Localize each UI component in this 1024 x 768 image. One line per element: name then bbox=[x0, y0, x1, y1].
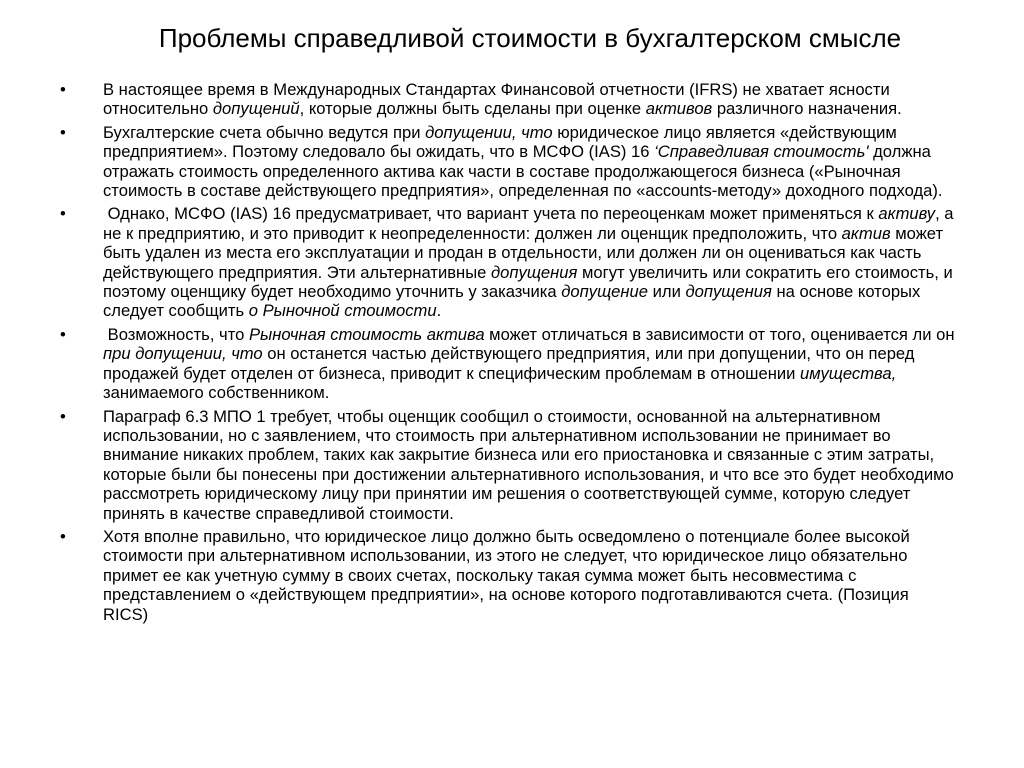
italic-text-segment: о Рыночной стоимости bbox=[248, 301, 437, 321]
text-segment: Бухгалтерские счета обычно ведутся при bbox=[103, 122, 426, 142]
text-segment: он останется частью действующего предприятия, или при допущении, что он перед продажей будет отделен от бизнеса, приводит к специфическим проблемам в отношении bbox=[103, 344, 920, 383]
bullet-item bbox=[58, 325, 958, 403]
italic-text-segment: актив bbox=[841, 223, 891, 243]
bullet-item bbox=[58, 204, 958, 320]
slide-title: Проблемы справедливой стоимости в бухгалтерском смысле bbox=[158, 23, 902, 53]
italic-text-segment: допущение bbox=[561, 282, 649, 302]
italic-text-segment: допущения bbox=[685, 282, 772, 302]
text-segment: Хотя вполне правильно, что юридическое лицо должно быть осведомлено о потенциале более высокой стоимости при альтернативном использовании, из этого не следует, что юридическое лицо обязательно примет ее как учетную сумму в своих счетах, поскольку такая сумма может быть несовместима с представлением о «действующем предприятии», на основе которого подготавливаются счета. (Позиция RICS) bbox=[103, 526, 915, 624]
italic-text-segment: допущении, что bbox=[425, 122, 553, 142]
text-segment: , а не к предприятию, и это приводит к неопределенности: должен ли оценщик предположить, что bbox=[103, 204, 959, 243]
bullet-list bbox=[58, 80, 958, 628]
italic-text-segment: при допущении, что bbox=[103, 344, 263, 364]
bullet-item bbox=[58, 407, 958, 523]
text-segment: Однако, МСФО (IAS) 16 предусматривает, что вариант учета по переоценкам может применяться к bbox=[103, 204, 879, 224]
text-segment: Параграф 6.3 МПО 1 требует, чтобы оценщик сообщил о стоимости, основанной на альтернативном использовании, но с заявлением, что стоимость при альтернативном использовании не принимает во внимание никаких проблем, таких как закрытие бизнеса или его приостановка и связанные с этим затраты, которые были бы понесены при достижении альтернативного использования, и что все это будет необходимо рассмотреть юридическому лицу при принятии им решения о соответствующей сумме, которую следует принять в качестве справедливой стоимости. bbox=[103, 406, 959, 523]
text-segment: или bbox=[648, 282, 686, 302]
bullet-item bbox=[58, 527, 958, 624]
text-segment: Возможность, что bbox=[103, 324, 249, 344]
bullet-item bbox=[58, 80, 958, 119]
italic-text-segment: ‘Справедливая стоимость' bbox=[654, 142, 869, 162]
text-segment: юридическое лицо является «действующим предприятием». Поэтому следовало бы ожидать, что в МСФО (IAS) 16 bbox=[103, 122, 902, 162]
italic-text-segment: активов bbox=[645, 99, 713, 119]
italic-text-segment: имущества, bbox=[800, 363, 897, 383]
text-segment: может отличаться в зависимости от того, оценивается ли он bbox=[484, 324, 960, 344]
text-segment: . bbox=[436, 301, 442, 321]
text-segment: могут увеличить или сократить его стоимость, и поэтому оценщику будет необходимо уточнить у заказчика bbox=[103, 262, 958, 302]
text-segment: В настоящее время в Международных Стандартах Финансовой отчетности (IFRS) не хватает ясности относительно bbox=[103, 80, 895, 119]
text-segment: занимаемого собственником. bbox=[103, 363, 901, 403]
text-segment: может быть удален из места его эксплуатации и продан в отдельности, или должен ли он оцениваться как часть действующего предприятия. Эти альтернативные bbox=[103, 223, 948, 282]
bullet-item bbox=[58, 123, 958, 201]
text-segment: на основе которых следует сообщить bbox=[103, 282, 925, 321]
italic-text-segment: допущения bbox=[490, 262, 578, 282]
italic-text-segment: Рыночная стоимость актива bbox=[248, 324, 485, 344]
text-segment: должна отражать стоимость определенного актива как части в составе продолжающегося бизнеса («Рыночная стоимость в составе действующего предприятия», определенная по «accounts-методу» доходного подхода). bbox=[103, 142, 943, 201]
text-segment: , которые должны быть сделаны при оценке bbox=[299, 99, 646, 119]
italic-text-segment: активу bbox=[878, 204, 936, 224]
text-segment: различного назначения. bbox=[712, 99, 902, 119]
italic-text-segment: допущений bbox=[212, 99, 300, 119]
